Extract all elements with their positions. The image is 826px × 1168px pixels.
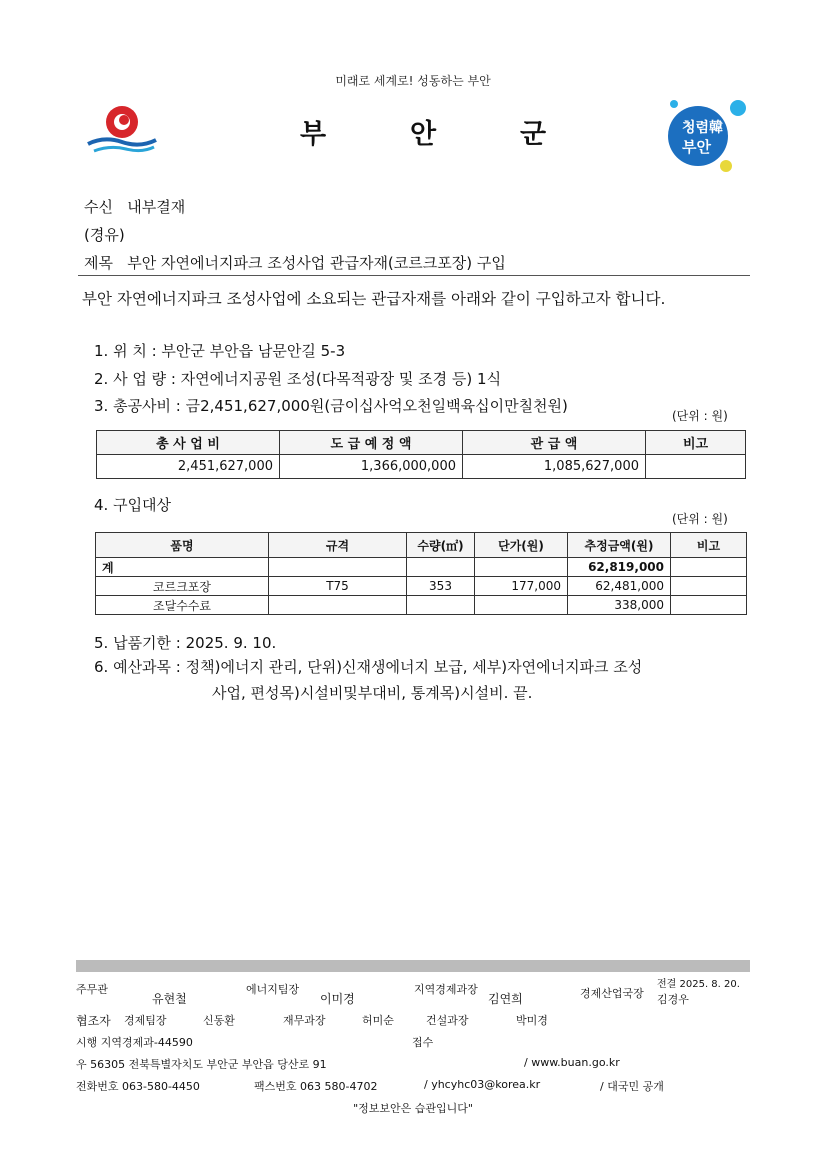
cooperator: 허미순: [362, 1014, 394, 1027]
fax-number: 팩스번호 063 580-4702: [254, 1080, 378, 1093]
purchase-header: 품명: [96, 533, 269, 558]
approver-name: 김연희: [488, 992, 523, 1006]
via-line: (경유): [84, 226, 125, 244]
cost-header: 도 급 예 정 액: [280, 431, 463, 455]
purchase-cell: 177,000: [475, 577, 568, 596]
cooperator: 경제팀장: [124, 1014, 167, 1027]
purchase-cell: [475, 558, 568, 577]
address: 우 56305 전북특별자치도 부안군 부안읍 당산로 91: [76, 1058, 327, 1071]
approver-role: 주무관: [76, 983, 108, 996]
item-location: 1. 위 치 : 부안군 부안읍 남문안길 5-3: [94, 342, 346, 360]
cost-table: [96, 430, 746, 479]
purchase-header: 추정금액(원): [568, 533, 671, 558]
unit-label: (단위 : 원): [672, 512, 728, 526]
cost-header: 비고: [646, 431, 746, 455]
approver-role: 경제산업국장: [580, 987, 644, 1000]
approver-name: 이미경: [320, 992, 355, 1006]
approver-role: 에너지팀장: [246, 983, 300, 996]
purchase-cell: 조달수수료: [96, 596, 269, 615]
purchase-cell: T75: [269, 577, 407, 596]
cooperator: 신동환: [203, 1014, 235, 1027]
receipt-label: 접수: [412, 1036, 434, 1049]
purchase-cell: 353: [407, 577, 475, 596]
intro-text: 부안 자연에너지파크 조성사업에 소요되는 관급자재를 아래와 같이 구입하고자 합니다.: [82, 290, 666, 308]
title-label: 제목: [84, 254, 113, 272]
cooperation-label: 협조자: [76, 1014, 111, 1028]
approval-date: 전결 2025. 8. 20.: [657, 979, 740, 990]
title-value: 부안 자연에너지파크 조성사업 관급자재(코르크포장) 구입: [127, 254, 506, 272]
disclosure-status: / 대국민 공개: [600, 1080, 664, 1093]
execution-number: 시행 지역경제과-44590: [76, 1036, 193, 1049]
purchase-header: 비고: [671, 533, 747, 558]
buan-logo-icon: [84, 100, 160, 158]
approver-role: 지역경제과장: [414, 983, 478, 996]
item-total-cost: 3. 총공사비 : 금2,451,627,000원(금이십사억오천일백육십이만칠천원): [94, 397, 568, 415]
purchase-header: 수량(㎡): [407, 533, 475, 558]
item-scope: 2. 사 업 량 : 자연에너지공원 조성(다목적광장 및 조경 등) 1식: [94, 370, 502, 388]
cost-cell: 2,451,627,000: [97, 455, 280, 479]
cost-cell: 1,085,627,000: [463, 455, 646, 479]
purchase-cell: [407, 596, 475, 615]
recipient-line: [84, 196, 185, 217]
purchase-header: 규격: [269, 533, 407, 558]
cost-cell: [646, 455, 746, 479]
approver-name: 김경우: [657, 993, 689, 1006]
divider: [78, 275, 750, 276]
unit-label: (단위 : 원): [672, 409, 728, 423]
purchase-cell: 계: [96, 558, 269, 577]
purchase-cell: [671, 558, 747, 577]
security-slogan: "정보보안은 습관입니다": [353, 1102, 473, 1115]
slogan: 미래로 세계로! 성동하는 부안: [335, 74, 491, 88]
purchase-cell: [671, 577, 747, 596]
org-char: 군: [520, 119, 547, 150]
logo-text: 부안: [682, 138, 711, 156]
cost-header: 총 사 업 비: [97, 431, 280, 455]
item-budget-line1: 6. 예산과목 : 정책)에너지 관리, 단위)신재생에너지 보급, 세부)자연에너지파크 조성: [94, 658, 643, 676]
purchase-cell: [269, 596, 407, 615]
item-purchase-target: 4. 구입대상: [94, 496, 172, 514]
title-line: [84, 252, 506, 273]
purchase-cell: 62,819,000: [568, 558, 671, 577]
organization-name: [300, 112, 630, 151]
purchase-cell: 62,481,000: [568, 577, 671, 596]
cost-header: 관 급 액: [463, 431, 646, 455]
table-row: [96, 577, 747, 596]
purchase-header: 단가(원): [475, 533, 568, 558]
purchase-cell: 코르크포장: [96, 577, 269, 596]
purchase-cell: [671, 596, 747, 615]
cooperator: 건설과장: [426, 1014, 469, 1027]
purchase-cell: [475, 596, 568, 615]
purchase-table: [95, 532, 747, 615]
homepage-link[interactable]: / www.buan.go.kr: [524, 1056, 620, 1069]
item-delivery-deadline: 5. 납품기한 : 2025. 9. 10.: [94, 634, 277, 652]
table-row: [96, 596, 747, 615]
cost-cell: 1,366,000,000: [280, 455, 463, 479]
footer-bar: [76, 960, 750, 972]
approver-name: 유현철: [152, 992, 187, 1006]
purchase-cell: [407, 558, 475, 577]
purchase-cell: 338,000: [568, 596, 671, 615]
email-link[interactable]: / yhcyhc03@korea.kr: [424, 1078, 541, 1091]
logo-text: 청렴韓: [682, 120, 724, 136]
purchase-cell: [269, 558, 407, 577]
table-row: [96, 558, 747, 577]
org-char: 부: [300, 119, 327, 150]
recipient-value: 내부결재: [127, 198, 186, 216]
recipient-label: 수신: [84, 198, 113, 216]
item-budget-line2: 사업, 편성목)시설비및부대비, 통계목)시설비. 끝.: [212, 684, 533, 702]
cooperator: 재무과장: [283, 1014, 326, 1027]
phone-number: 전화번호 063-580-4450: [76, 1080, 200, 1093]
cooperator: 박미경: [516, 1014, 548, 1027]
org-char: 안: [410, 119, 437, 150]
cheongryeom-logo-icon: [668, 96, 750, 174]
